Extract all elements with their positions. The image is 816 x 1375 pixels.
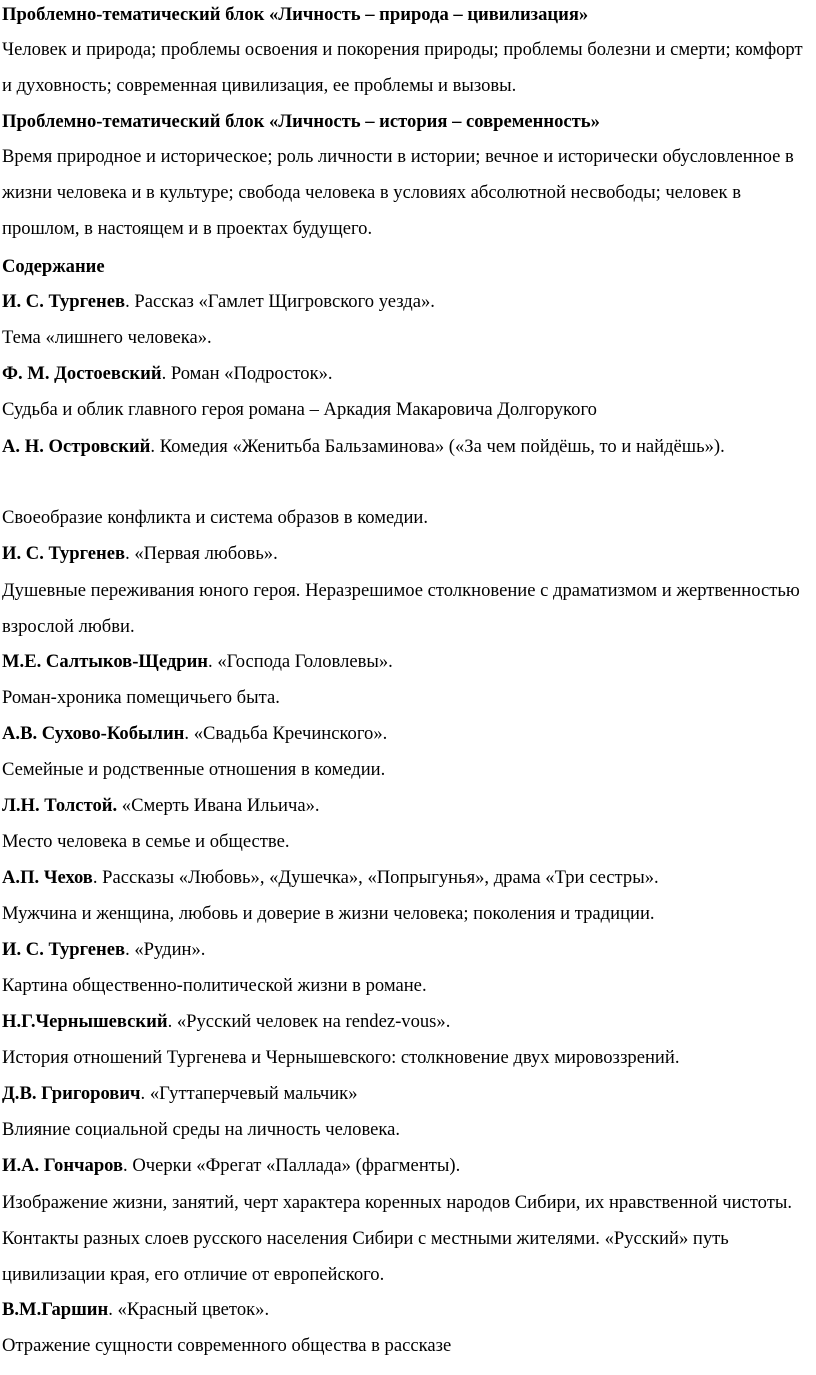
entry-title: И. С. Тургенев. «Первая любовь».	[2, 543, 278, 564]
entry-title: А.В. Сухово-Кобылин. «Свадьба Кречинского».	[2, 723, 388, 744]
entry-title: М.Е. Салтыков-Щедрин. «Господа Головлевы».	[2, 651, 393, 672]
entry-description: Роман-хроника помещичьего быта.	[2, 687, 280, 708]
block1-heading: Проблемно-тематический блок «Личность – природа – цивилизация»	[2, 4, 589, 25]
block1-text: Человек и природа; проблемы освоения и покорения природы; проблемы болезни и смерти; комфорт и духовность; современная цивилизация, ее проблемы и вызовы.	[2, 39, 803, 96]
entry-title: И. С. Тургенев. «Рудин».	[2, 939, 206, 960]
entry-description: Мужчина и женщина, любовь и доверие в жизни человека; поколения и традиции.	[2, 903, 655, 924]
content-heading: Содержание	[2, 256, 105, 277]
entry-title: А.П. Чехов. Рассказы «Любовь», «Душечка», «Попрыгунья», драма «Три сестры».	[2, 867, 659, 888]
entry-description: Отражение сущности современного общества в рассказе	[2, 1335, 452, 1356]
entry-description: Своеобразие конфликта и система образов в комедии.	[2, 507, 429, 528]
entry-description: Место человека в семье и обществе.	[2, 831, 290, 852]
entry-description: Душевные переживания юного героя. Неразрешимое столкновение с драматизмом и жертвенностью взрослой любви.	[2, 580, 800, 637]
entry-title: В.М.Гаршин. «Красный цветок».	[2, 1299, 270, 1320]
entry-description: Семейные и родственные отношения в комедии.	[2, 759, 386, 780]
entry-title: И.А. Гончаров. Очерки «Фрегат «Паллада» (фрагменты).	[2, 1155, 461, 1176]
entry-title: И. С. Тургенев. Рассказ «Гамлет Щигровского уезда».	[2, 291, 435, 312]
entry-title: А. Н. Островский. Комедия «Женитьба Бальзаминова» («За чем пойдёшь, то и найдёшь»).	[2, 436, 725, 457]
entry-description: Картина общественно-политической жизни в романе.	[2, 975, 427, 996]
block2-text: Время природное и историческое; роль личности в истории; вечное и исторически обусловленное в жизни человека и в культуре; свобода человека в условиях абсолютной несвободы; человек в прошлом, в настоящем и в проектах будущего.	[2, 146, 794, 239]
entry-title: Д.В. Григорович. «Гуттаперчевый мальчик»	[2, 1083, 358, 1104]
entry-title: Л.Н. Толстой. «Смерть Ивана Ильича».	[2, 795, 320, 816]
block2-heading: Проблемно-тематический блок «Личность – история – современность»	[2, 111, 600, 132]
entry-title: Ф. М. Достоевский. Роман «Подросток».	[2, 363, 333, 384]
entry-description: Тема «лишнего человека».	[2, 327, 212, 348]
entry-title: Н.Г.Чернышевский. «Русский человек на rendez-vous».	[2, 1011, 451, 1032]
entry-description: Изображение жизни, занятий, черт характера коренных народов Сибири, их нравственной чистоты. Контакты разных слоев русского населения Сибири с местными жителями. «Русский» путь цивилизации края, его отличие от европейского.	[2, 1192, 792, 1285]
entry-description: История отношений Тургенева и Чернышевского: столкновение двух мировоззрений.	[2, 1047, 680, 1068]
entry-description: Судьба и облик главного героя романа – Аркадия Макаровича Долгорукого	[2, 399, 597, 420]
entry-description: Влияние социальной среды на личность человека.	[2, 1119, 401, 1140]
